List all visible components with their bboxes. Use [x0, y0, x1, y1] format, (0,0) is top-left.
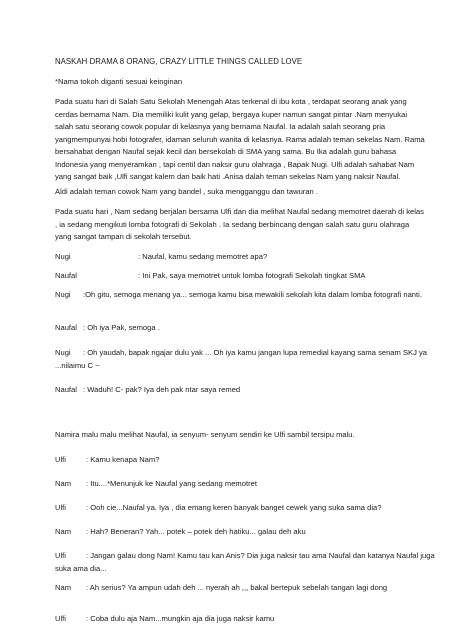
dialog-text: : Waduh! C- pak? Iya deh pak ntar saya remed [83, 385, 241, 394]
dialog-text: : Jangan galau dong Nam! Kamu tau kan Anis? Dia juga naksir tau ama Naufal dan katanya Naufal juga suka ama dia... [55, 551, 435, 573]
dialog-text: : Kamu kenapa Nam? [86, 455, 160, 464]
note-line: *Nama tokoh diganti sesuai keinginan [55, 77, 183, 86]
dialog-line [55, 270, 435, 283]
dialog-text: : Hah? Beneran? Yah... potek – potek deh hatiku... galau deh aku [86, 527, 306, 536]
speaker-name: Ulfi [55, 614, 66, 623]
dialog-text: : Oh iya Pak, semoga . [83, 323, 160, 332]
dialog-line [55, 613, 435, 626]
scene-paragraph: Pada suatu hari , Nam sedang berjalan bersama Ulfi dan dia melihat Naufal sedang memotret daerah di kelas , ia sedang mengikuti lomba fotografi di Sekolah . Ia sedang berbincang dengan salah satu guru olahraga yang sangat tampan di sekolah tersebut. [55, 207, 424, 241]
dialog-text: : Naufal, kamu sedang memotret apa? [138, 252, 268, 261]
speaker-name: Nugi [55, 252, 71, 261]
dialog-line [55, 526, 435, 539]
aldi-paragraph: Aldi adalah teman cowok Nam yang bandel , suka mengganggu dan tawuran . [55, 187, 318, 196]
speaker-name: Nugi [55, 348, 71, 357]
speaker-name: Naufal [55, 385, 77, 394]
dialog-line [55, 502, 435, 515]
dialog-line [55, 322, 435, 335]
dialog-line [55, 478, 435, 491]
speaker-name: Nam [55, 527, 72, 536]
speaker-name: Nugi [55, 290, 71, 299]
speaker-name: Naufal [55, 323, 77, 332]
dialog-text: : Oh yaudah, bapak ngajar dulu yak ... Oh iya kamu jangan lupa remedial kayang sama senam SKJ ya ...nilaimu C ~ [55, 348, 428, 370]
dialog-text: : Ooh cie...Naufal ya. Iya , dia emang keren banyak banget cewek yang suka sama dia? [86, 503, 382, 512]
dialog-line [55, 384, 435, 397]
speaker-name: Ulfi [55, 503, 66, 512]
dialog-line [55, 251, 435, 264]
dialog-text: : Itu....*Menunjuk ke Naufal yang sedang memotret [86, 479, 257, 488]
dialog-text: : Ah serius? Ya ampun udah deh ... nyerah ah ,,, bakal bertepuk sebelah tangan lagi dong [86, 583, 388, 592]
intro-paragraph: Pada suatu hari di Salah Satu Sekolah Menengah Atas terkenal di ibu kota , terdapat seorang anak yang cerdas bernama Nam. Dia memiliki kulit yang gelap, bergaya kuper namun sangat pintar .Nam menyukai salah satu seorang cowok popular di kelasnya yang bernama Naufal. Ia adalah salah seorang pria yangmempunyai hobi fotografer, idaman seluruh wanita di kelasnya. Rama adalah teman sekelas Nam. Rama bersahabat dengan Naufal sejak kecil dan bersekolah di SMA yang sama. Bu Ika adalah guru bahasa Indonesia yang menyeramkan , tapi centil dan naksir guru olahraga , Bapak Nugi. Ulfi adalah sahabat Nam yang sangat baik ,Ulfi sangat kalem dan baik hati .Anisa dalah teman sekelas Nam yang naksir Naufal. [55, 97, 425, 181]
speaker-name: Ulfi [55, 455, 66, 464]
dialog-text: : Coba dulu aja Nam...mungkin aja dia juga naksir kamu [86, 614, 275, 623]
speaker-name: Nam [55, 583, 72, 592]
dialog-line [55, 347, 435, 372]
document-title: NASKAH DRAMA 8 ORANG, CRAZY LITTLE THINGS CALLED LOVE [55, 57, 303, 66]
speaker-name: Naufal [55, 271, 77, 280]
dialog-line [55, 550, 435, 575]
dialog-text: : Ini Pak, saya memotret untuk lomba fotografi Sekolah tingkat SMA [138, 271, 366, 280]
dialog-line [55, 289, 435, 302]
dialog-line [55, 454, 435, 467]
dialog-line [55, 582, 435, 595]
speaker-name: Nam [55, 479, 72, 488]
speaker-name: Ulfi [55, 551, 66, 560]
narration-paragraph: Namira malu malu melihat Naufal, ia senyum- senyum sendiri ke Ulfi sambil tersipu malu. [55, 430, 355, 439]
dialog-text: :Oh gitu, semoga menang ya... semoga kamu bisa mewakili sekolah kita dalam lomba fotografi nanti. [83, 290, 422, 299]
